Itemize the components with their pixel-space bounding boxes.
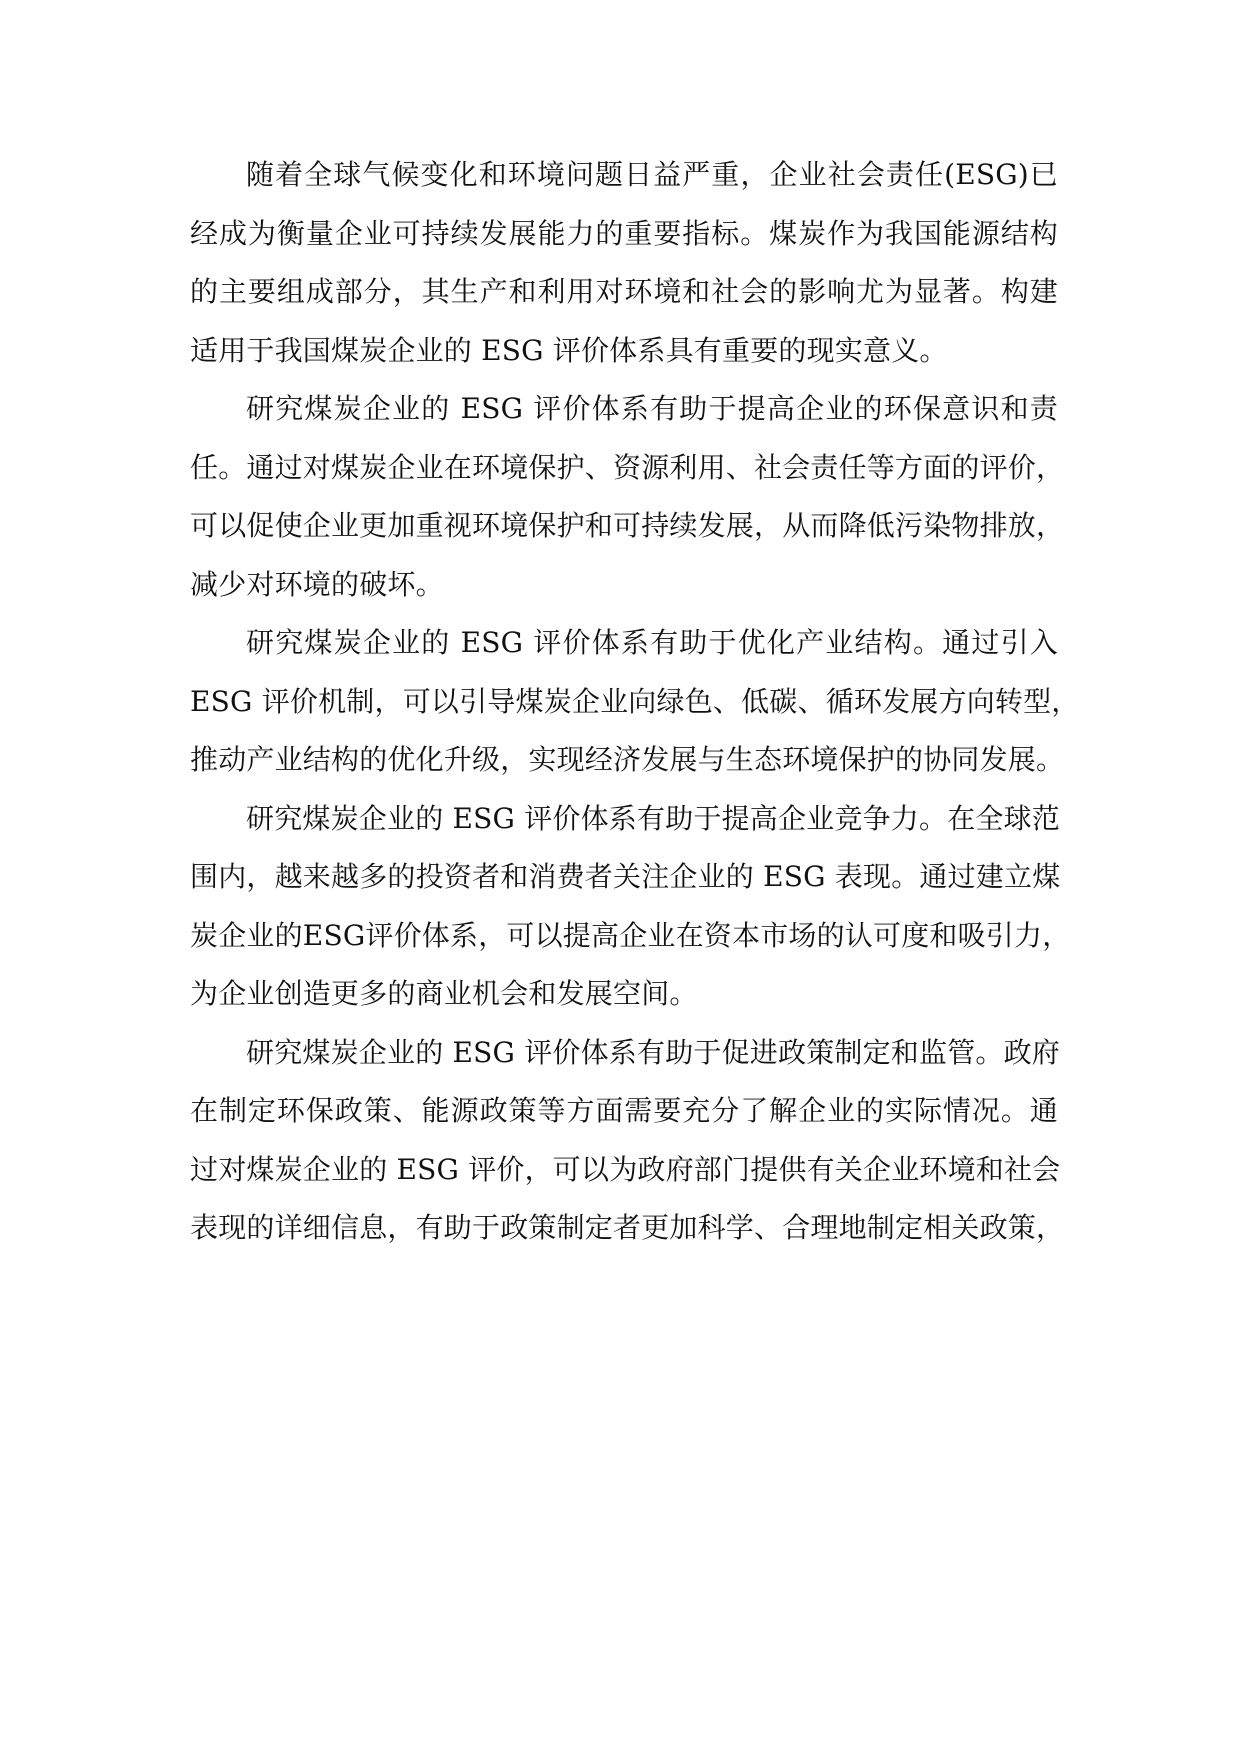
text-line: 减少对环境的破坏。 <box>190 567 444 601</box>
text-line: 适用于我国煤炭企业的 ESG 评价体系具有重要的现实意义。 <box>190 333 948 367</box>
text-line: 可以促使企业更加重视环境保护和可持续发展，从而降低污染物排放， <box>190 509 1065 542</box>
text-line: 研究煤炭企业的 ESG 评价体系有助于提高企业竞争力。在全球范 <box>246 801 1060 835</box>
text-line: 的主要组成部分，其生产和利用对环境和社会的影响尤为显著。构建 <box>190 275 1058 308</box>
text-line: 研究煤炭企业的 ESG 评价体系有助于提高企业的环保意识和责 <box>246 392 1058 425</box>
text-line: 研究煤炭企业的 ESG 评价体系有助于优化产业结构。通过引入 <box>246 626 1058 659</box>
paragraph-5 <box>190 1024 1065 1258</box>
text-line: 随着全球气候变化和环境问题日益严重，企业社会责任(ESG)已 <box>246 158 1058 191</box>
paragraph-2 <box>190 380 1065 614</box>
text-line: 经成为衡量企业可持续发展能力的重要指标。煤炭作为我国能源结构 <box>190 216 1058 250</box>
paragraph-1 <box>190 146 1058 380</box>
text-line: 为企业创造更多的商业机会和发展空间。 <box>190 977 698 1010</box>
text-line: 过对煤炭企业的 ESG 评价，可以为政府部门提供有关企业环境和社会 <box>190 1152 1061 1186</box>
text-line: 任。通过对煤炭企业在环境保护、资源利用、社会责任等方面的评价， <box>190 450 1065 484</box>
text-line: 推动产业结构的优化升级，实现经济发展与生态环境保护的协同发展。 <box>190 743 1065 776</box>
text-line: 在制定环保政策、能源政策等方面需要充分了解企业的实际情况。通 <box>190 1094 1058 1127</box>
paragraph-4 <box>190 790 1071 1024</box>
text-line: 围内，越来越多的投资者和消费者关注企业的 ESG 表现。通过建立煤 <box>190 860 1061 893</box>
text-line: 表现的详细信息，有助于政策制定者更加科学、合理地制定相关政策， <box>190 1211 1065 1244</box>
text-line: ESG 评价机制，可以引导煤炭企业向绿色、低碳、循环发展方向转型， <box>190 684 1080 718</box>
text-line: 炭企业的ESG评价体系，可以提高企业在资本市场的认可度和吸引力， <box>190 918 1071 952</box>
text-line: 研究煤炭企业的 ESG 评价体系有助于促进政策制定和监管。政府 <box>246 1035 1060 1069</box>
paragraph-3 <box>190 614 1080 790</box>
body-text <box>190 146 1080 1258</box>
